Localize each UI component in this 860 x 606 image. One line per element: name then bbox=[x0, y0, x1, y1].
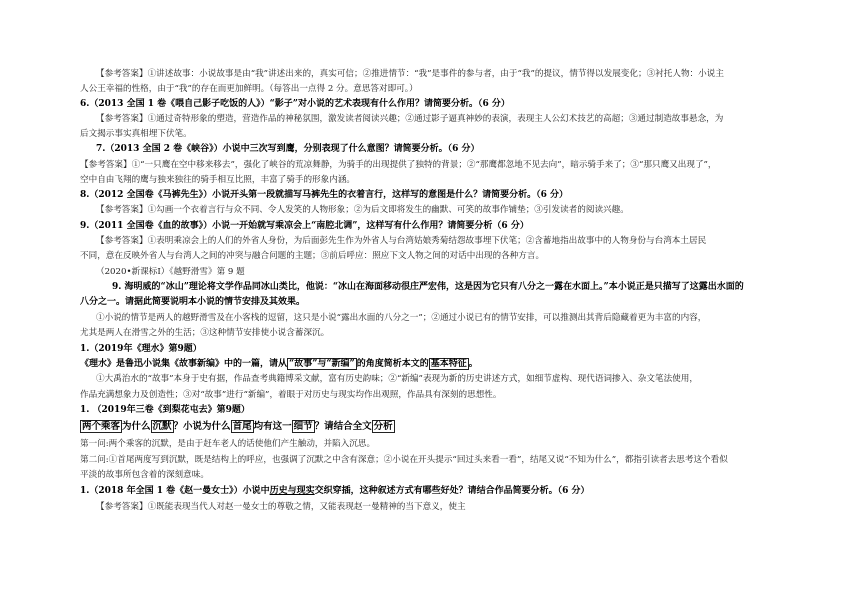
answer-text: 【参考答案】①勾画一个衣着言行与众不同、令人发笑的人物形象；②为后文即将发生的幽默、可笑的故事作铺垫；③引发读者的阅读兴趣。 bbox=[96, 205, 629, 215]
question-title bbox=[80, 358, 478, 370]
question-title bbox=[80, 421, 395, 433]
question-text: 1.（2018 年全国 1 卷《赵一曼女士》）小说中 bbox=[80, 486, 270, 496]
answer-text: 【参考答案】①既能表现当代人对赵一曼女士的尊敬之情，又能表现赵一曼精神的当下意义，使主 bbox=[96, 502, 466, 512]
question-heading: 1. （2019年三卷《到梨花屯去》第9题） bbox=[80, 405, 250, 415]
question-text: 《理水》是鲁迅小说集《故事新编》中的一篇，请从 bbox=[80, 359, 288, 369]
answer-text: 尤其是两人在滑雪之外的生活；③这种情节安排使小说含蓄深沉。 bbox=[80, 328, 330, 338]
highlight-box: 基本特征 bbox=[430, 359, 467, 369]
question-text: 的角度简析本文的 bbox=[356, 359, 429, 369]
question-title: 7.（2013 全国 2 卷《峡谷》）小说中三次写到鹰，分别表现了什么意图？请简要分析。（6 分） bbox=[96, 144, 480, 154]
highlight-box: 两个乘客 bbox=[82, 421, 121, 432]
answer-text: 作品充满想象力及创造性；③对“故事”进行“新编”，着眼于对历史与现实均作出观照，作品具有深刻的思想性。 bbox=[80, 390, 502, 400]
answer-text: 人公王幸福的性格，由于“我”的存在而更加鲜明。（每答出一点得 2 分。意思答对即可。） bbox=[80, 84, 418, 94]
question-text: 交织穿插，这种叙述方式有哪些好处？请结合作品简要分析。（6 分） bbox=[314, 486, 590, 496]
answer-text: 空中自由飞翔的鹰与独来独往的骑手相互比照，丰富了骑手的形象内涵。 bbox=[80, 175, 356, 185]
question-text: 均有这一 bbox=[253, 421, 292, 432]
answer-text: 【参考答案】①“一只鹰在空中移来移去”，强化了峡谷的荒凉舞静，为骑手的出现提供了独特的背景；②“那鹰都忽地不见去向”，暗示骑手来了；③“那只鹰又出现了”， bbox=[80, 160, 717, 170]
question-text: ？小说为什么 bbox=[173, 421, 231, 432]
source-note: （2020•新课标Ⅰ）《越野滑雪》第 9 题 bbox=[96, 267, 245, 277]
question-title bbox=[80, 485, 590, 497]
answer-text: 第一问:两个乘客的沉默，是由于赶车老人的话使他们产生触动，并陷入沉思。 bbox=[80, 439, 376, 449]
answer-text: ①大禹治水的“故事”本身于史有据，作品查考典籍博采文献，富有历史韵味；②“新编”表现为新的历史讲述方式，如细节虚构、现代语词掺入、杂文笔法使用， bbox=[96, 374, 698, 384]
highlight-box: 首尾 bbox=[232, 421, 252, 432]
underlined-text: 历史与现实 bbox=[269, 486, 315, 496]
question-title: 6.（2013 全国 1 卷《喂自己影子吃饭的人》）“影子”对小说的艺术表现有什么作用？请简要分析。（6 分） bbox=[80, 99, 510, 109]
question-title: 8.（2012 全国卷《马裤先生》）小说开头第一段就描写马裤先生的衣着言行，这样写的意图是什么？请简要分析。（6 分） bbox=[80, 190, 568, 200]
highlight-box: 细节 bbox=[293, 421, 313, 432]
answer-text: 不同，意在反映外省人与台湾人之间的冲突与融合问题的主题；③前后呼应：照应下文人物之间的对话中出现的各种方言。 bbox=[80, 251, 545, 261]
question-text: 。 bbox=[468, 359, 478, 369]
answer-text: 【参考答案】①表明乘凉会上的人们的外省人身份，为后面彭先生作为外省人与台湾姑娘秀菊结怨故事埋下伏笔；②含蓄地指出故事中的人物身份与台湾本土居民 bbox=[96, 236, 707, 246]
question-text: 为什么 bbox=[122, 421, 151, 432]
question-title: 八分之一。请据此简要说明本小说的情节安排及其效果。 bbox=[80, 297, 306, 307]
question-title: 9.（2011 全国卷《血的故事》）小说一开始就写乘凉会上“南腔北调”，这样写有什么作用？请简要分析（6 分） bbox=[80, 221, 529, 231]
answer-text: ①小说的情节是两人的越野滑雪及在小客栈的逗留，这只是小说“露出水面的八分之一”；②通过小说已有的情节安排，可以推测出其背后隐藏着更为丰富的内容， bbox=[96, 313, 707, 323]
answer-text: 后文揭示事实真相埋下伏笔。 bbox=[80, 129, 192, 139]
answer-text: 【参考答案】①通过奇特形象的塑造，营造作品的神秘氛围，激发读者阅读兴趣；②通过影子逼真神妙的表演，表现主人公幻术技艺的高超；③通过制造故事悬念，为 bbox=[96, 114, 724, 124]
answer-text: 第二问:①首尾两度写到沉默，既是结构上的呼应，也强调了沉默之中含有深意；②小说在开头提示“回过头来看一看”，结尾又说“不知为什么”，都指引读者去思考这个看似 bbox=[80, 455, 728, 465]
highlight-box: 分析 bbox=[373, 421, 393, 432]
answer-text: 【参考答案】①讲述故事：小说故事是由“我”讲述出来的，真实可信；②推进情节：“我”是事件的参与者，由于“我”的提议，情节得以发展变化；③衬托人物：小说主 bbox=[96, 69, 724, 79]
highlight-box: “故事”与“新编” bbox=[289, 359, 355, 369]
highlight-box: 沉默 bbox=[152, 421, 172, 432]
question-title: 9. 海明威的“冰山”理论将文学作品同冰山类比，他说：“冰山在海面移动很庄严宏伟，这是因为它只有八分之一露在水面上。”本小说正是只描写了这露出水面的 bbox=[112, 282, 744, 292]
question-text: ？请结合全文 bbox=[314, 421, 372, 432]
answer-text: 平淡的故事所包含着的深刻意味。 bbox=[80, 470, 209, 480]
question-heading: 1.（2019年《理水》第9题） bbox=[80, 344, 202, 354]
